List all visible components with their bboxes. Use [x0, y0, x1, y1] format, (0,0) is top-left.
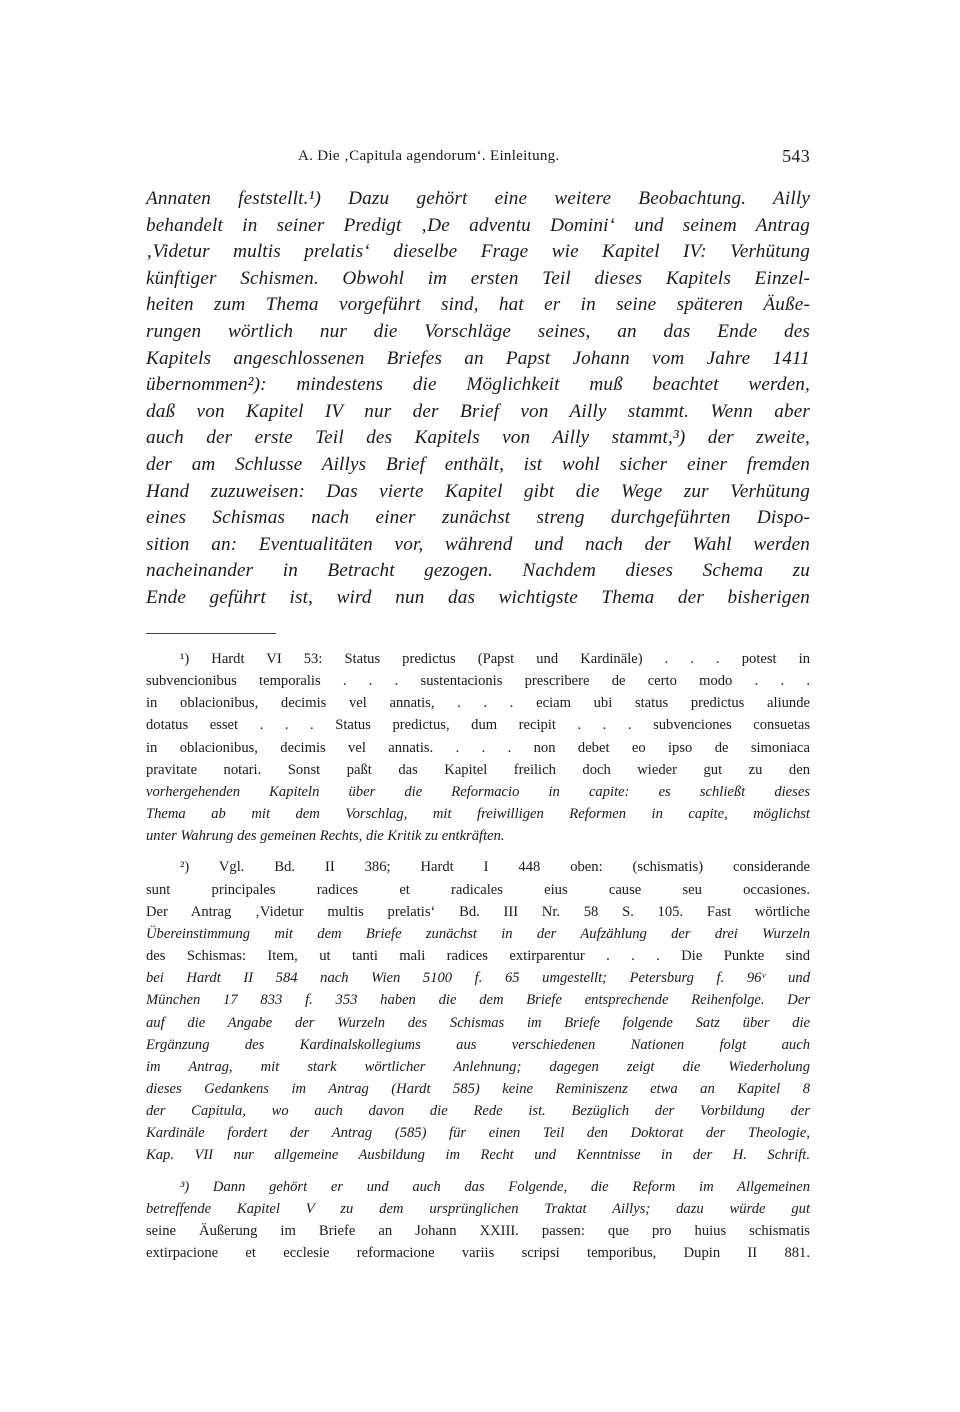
body-line: Hand zuzuweisen: Das vierte Kapitel gibt die Wege zur Verhütung — [146, 480, 810, 502]
footnote-separator — [146, 633, 276, 634]
footnote-line: dieses Gedankens im Antrag (Hardt 585) keine Reminiszenz etwa an Kapitel 8 — [146, 1080, 810, 1097]
running-title: A. Die ‚Capitula agendorum‘. Einleitung. — [298, 148, 560, 164]
body-line: Ende geführt ist, wird nun das wichtigste Thema der bisherigen — [146, 586, 810, 608]
body-line: heiten zum Thema vorgeführt sind, hat er in seine späteren Äuße- — [146, 294, 810, 316]
body-line: ‚Videtur multis prelatis‘ dieselbe Frage wie Kapitel IV: Verhütung — [146, 241, 810, 263]
footnote-line: sunt principales radices et radicales eius cause seu occasiones. — [146, 881, 810, 898]
footnote-line: der Capitula, wo auch davon die Rede ist. Bezüglich der Vorbildung der — [146, 1103, 810, 1120]
body-line: sition an: Eventualitäten vor, während und nach der Wahl werden — [146, 533, 810, 555]
footnote-line: des Schismas: Item, ut tanti mali radices extirparentur . . . Die Punkte sind — [146, 948, 810, 965]
footnotes — [146, 648, 810, 1273]
footnote-line: Kap. VII nur allgemeine Ausbildung im Recht und Kenntnisse in der H. Schrift. — [146, 1147, 810, 1164]
footnote-line: unter Wahrung des gemeinen Rechts, die Kritik zu entkräften. — [146, 828, 505, 845]
body-line: künftiger Schismen. Obwohl im ersten Teil dieses Kapitels Einzel- — [146, 267, 810, 289]
footnote-line: im Antrag, mit stark wörtlicher Anlehnung; dagegen zeigt die Wiederholung — [146, 1058, 810, 1075]
footnote-line: vorhergehenden Kapiteln über die Reformacio in capite: es schließt dieses — [146, 783, 810, 800]
body-line: rungen wörtlich nur die Vorschläge seines, an das Ende des — [146, 320, 810, 342]
footnote-line: ³) Dann gehört er und auch das Folgende, die Reform im Allgemeinen — [180, 1178, 810, 1195]
footnote-line: ¹) Hardt VI 53: Status predictus (Papst und Kardinäle) . . . potest in — [180, 651, 810, 667]
body-line: auch der erste Teil des Kapitels von Ailly stammt,³) der zweite, — [146, 427, 810, 449]
footnote-line: auf die Angabe der Wurzeln des Schismas im Briefe folgende Satz über die — [146, 1014, 810, 1031]
main-text — [146, 186, 810, 612]
footnote-line: pravitate notari. Sonst paßt das Kapitel freilich doch wieder gut zu den — [146, 761, 810, 778]
footnote-line: Der Antrag ‚Videtur multis prelatis‘ Bd. III Nr. 58 S. 105. Fast wörtliche — [146, 903, 810, 920]
footnote-3 — [146, 1176, 810, 1265]
body-line: Annaten feststellt.¹) Dazu gehört eine weitere Beobachtung. Ailly — [146, 188, 810, 209]
footnote-line: betreffende Kapitel V zu dem ursprünglichen Traktat Aillys; dazu würde gut — [146, 1200, 810, 1217]
footnote-line: München 17 833 f. 353 haben die dem Briefe entsprechende Reihenfolge. Der — [146, 992, 810, 1009]
footnote-line: subvencionibus temporalis . . . sustentacionis prescribere de certo modo . . . — [146, 673, 810, 690]
footnote-line: in oblacionibus, decimis vel annatis, . . . eciam ubi status predictus aliunde — [146, 695, 810, 712]
footnote-line: Ergänzung des Kardinalskollegiums aus verschiedenen Nationen folgt auch — [146, 1036, 810, 1053]
footnote-line: bei Hardt II 584 nach Wien 5100 f. 65 umgestellt; Petersburg f. 96ᵛ und — [146, 970, 810, 987]
body-line: Kapitels angeschlossenen Briefes an Papst Johann vom Jahre 1411 — [146, 347, 810, 369]
footnote-line: extirpacione et ecclesie reformacione variis scripsi temporibus, Dupin II 881. — [146, 1245, 810, 1262]
body-line: übernommen²): mindestens die Möglichkeit muß beachtet werden, — [146, 374, 810, 396]
footnote-line: in oblacionibus, decimis vel annatis. . . . non debet eo ipso de simoniaca — [146, 739, 810, 756]
page-number: 543 — [782, 146, 810, 166]
body-line: nacheinander in Betracht gezogen. Nachdem dieses Schema zu — [146, 560, 810, 582]
footnote-line: Thema ab mit dem Vorschlag, mit freiwilligen Reformen in capite, möglichst — [146, 806, 810, 823]
footnote-2 — [146, 856, 810, 1166]
body-line: behandelt in seiner Predigt ‚De adventu Domini‘ und seinem Antrag — [146, 214, 810, 236]
footnote-line: Kardinäle fordert der Antrag (585) für einen Teil den Doktorat der Theologie, — [146, 1125, 810, 1142]
running-header — [146, 146, 810, 170]
footnote-line: Übereinstimmung mit dem Briefe zunächst in der Aufzählung der drei Wurzeln — [146, 925, 810, 942]
footnote-line: dotatus esset . . . Status predictus, dum recipit . . . subvenciones consuetas — [146, 717, 810, 734]
footnote-line: seine Äußerung im Briefe an Johann XXIII. passen: que pro huius schismatis — [146, 1222, 810, 1239]
body-line: der am Schlusse Aillys Brief enthält, ist wohl sicher einer fremden — [146, 453, 810, 475]
footnote-line: ²) Vgl. Bd. II 386; Hardt I 448 oben: (schismatis) considerande — [180, 859, 810, 876]
footnote-1 — [146, 648, 810, 847]
body-line: eines Schismas nach einer zunächst streng durchgeführten Dispo- — [146, 507, 810, 529]
body-line: daß von Kapitel IV nur der Brief von Ailly stammt. Wenn aber — [146, 400, 810, 422]
